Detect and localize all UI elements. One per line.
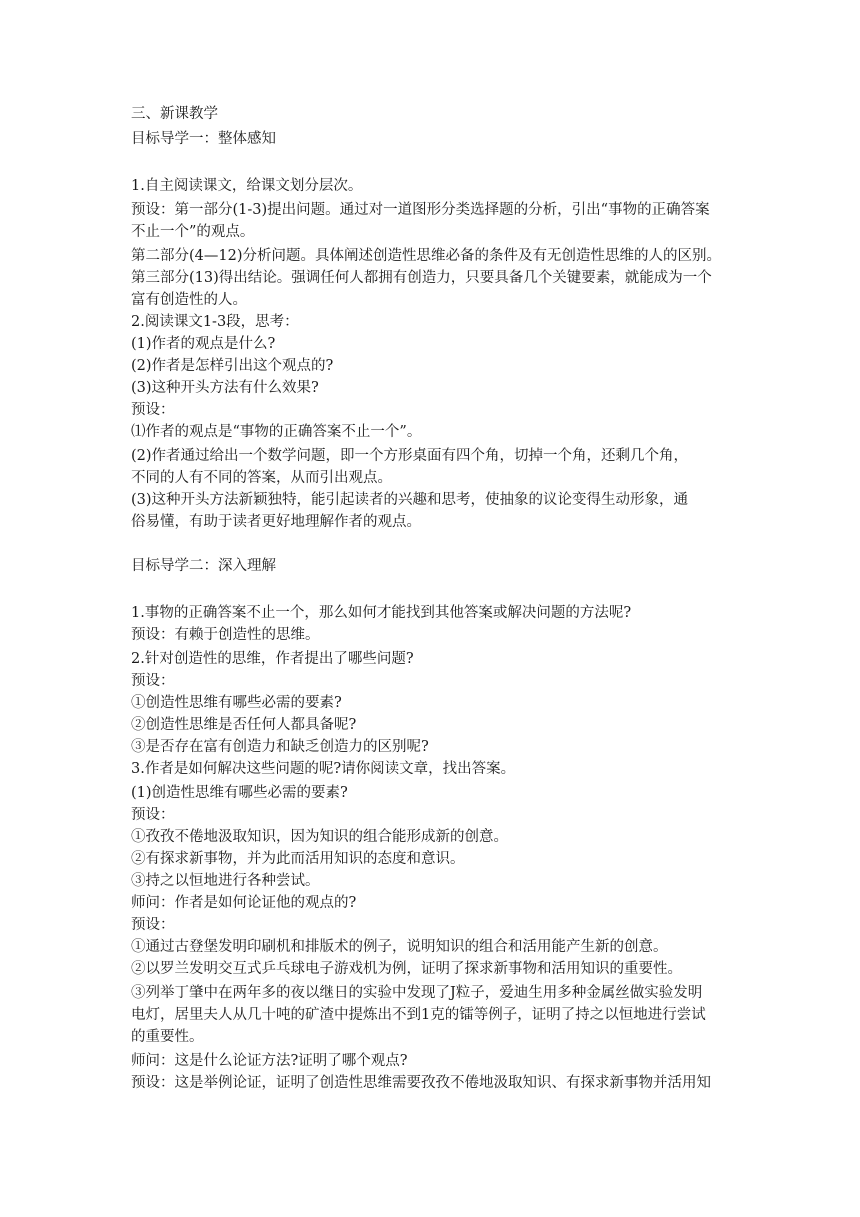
paragraph-line: (3)这种开头方法新颖独特，能引起读者的兴趣和思考，使抽象的议论变得生动形象，通 [131, 492, 689, 508]
subheading-goal-2: 目标导学二：深入理解 [131, 558, 276, 574]
paragraph-line: 的重要性。 [131, 1029, 204, 1045]
paragraph-line: (1)作者的观点是什么? [131, 336, 276, 352]
paragraph-line: 预设：有赖于创造性的思维。 [131, 627, 320, 643]
paragraph-line: ②创造性思维是否任何人都具备呢? [131, 717, 357, 733]
paragraph-line: 师问：这是什么论证方法?证明了哪个观点? [131, 1053, 408, 1069]
paragraph-line: (1)创造性思维有哪些必需的要素? [131, 785, 348, 801]
paragraph-line: ③是否存在富有创造力和缺乏创造力的区别呢? [131, 739, 429, 755]
paragraph-line: ①通过古登堡发明印刷机和排版术的例子，说明知识的组合和活用能产生新的创意。 [131, 939, 668, 955]
paragraph-line: (3)这种开头方法有什么效果? [131, 380, 319, 396]
paragraph-line: 俗易懂，有助于读者更好地理解作者的观点。 [131, 514, 421, 530]
paragraph-line: 第二部分(4—12)分析问题。具体阐述创造性思维必备的条件及有无创造性思维的人的区别。 [131, 248, 721, 264]
paragraph-line: 2.针对创造性的思维，作者提出了哪些问题? [131, 651, 414, 667]
paragraph-line: ①创造性思维有哪些必需的要素? [131, 695, 342, 711]
paragraph-line: (2)作者通过给出一个数学问题，即一个方形桌面有四个角，切掉一个角，还剩几个角， [131, 448, 689, 464]
paragraph-line: ③持之以恒地进行各种尝试。 [131, 873, 320, 889]
paragraph-line: 不同的人有不同的答案，从而引出观点。 [131, 470, 392, 486]
paragraph-line: ①孜孜不倦地汲取知识，因为知识的组合能形成新的创意。 [131, 829, 508, 845]
paragraph-line: 2.阅读课文1-3段，思考： [131, 314, 299, 330]
paragraph-line: 1.自主阅读课文，给课文划分层次。 [131, 178, 363, 194]
paragraph-line: ⑴作者的观点是“事物的正确答案不止一个”。 [131, 424, 422, 440]
paragraph-line: 预设： [131, 673, 175, 689]
paragraph-line: 师问：作者是如何论证他的观点的? [131, 895, 357, 911]
paragraph-line: 富有创造性的人。 [131, 292, 247, 308]
paragraph-line: (2)作者是怎样引出这个观点的? [131, 358, 334, 374]
paragraph-line: ②以罗兰发明交互式乒乓球电子游戏机为例，证明了探求新事物和活用知识的重要性。 [131, 961, 682, 977]
paragraph-line: ②有探求新事物，并为此而活用知识的态度和意识。 [131, 851, 465, 867]
paragraph-line: ③列举丁肇中在两年多的夜以继日的实验中发现了J粒子，爱迪生用多种金属丝做实验发明 [131, 985, 703, 1001]
paragraph-line: 第三部分(13)得出结论。强调任何人都拥有创造力，只要具备几个关键要素，就能成为一个 [131, 270, 712, 286]
paragraph-line: 不止一个”的观点。 [131, 224, 255, 240]
section-heading: 三、新课教学 [131, 106, 218, 122]
paragraph-line: 预设：这是举例论证，证明了创造性思维需要孜孜不倦地汲取知识、有探求新事物并活用知 [131, 1075, 711, 1091]
paragraph-line: 电灯，居里夫人从几十吨的矿渣中提炼出不到1克的镭等例子，证明了持之以恒地进行尝试 [131, 1007, 706, 1023]
subheading-goal-1: 目标导学一：整体感知 [131, 131, 276, 147]
paragraph-line: 预设： [131, 402, 175, 418]
paragraph-line: 预设：第一部分(1-3)提出问题。通过对一道图形分类选择题的分析，引出“事物的正确答案 [131, 202, 710, 218]
paragraph-line: 1.事物的正确答案不止一个，那么如何才能找到其他答案或解决问题的方法呢? [131, 605, 632, 621]
paragraph-line: 预设： [131, 807, 175, 823]
paragraph-line: 预设： [131, 917, 175, 933]
paragraph-line: 3.作者是如何解决这些问题的呢?请你阅读文章，找出答案。 [131, 761, 516, 777]
